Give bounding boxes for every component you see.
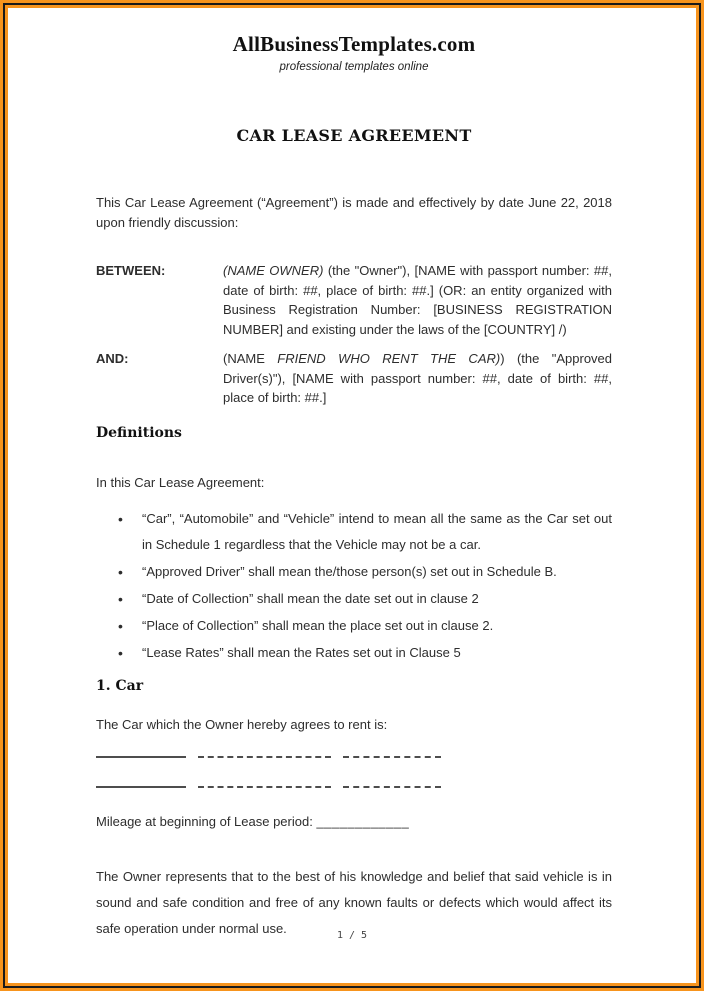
- car-detail-blank-row: [96, 778, 612, 788]
- owner-representation-paragraph: The Owner represents that to the best of his knowledge and belief that said vehicle is in sound and safe condition and free of any known faults or defects which would affect its safe operation under normal use.: [96, 868, 612, 936]
- definition-item: • “Date of Collection” shall mean the date set out in clause 2: [96, 586, 612, 612]
- and-text: [223, 349, 612, 408]
- intro-paragraph: This Car Lease Agreement (“Agreement”) is made and effectively by date June 22, 2018 upon friendly discussion:: [96, 195, 612, 230]
- mileage-line: [96, 812, 612, 832]
- logo-tagline: professional templates online: [279, 61, 429, 73]
- fill-in-blank[interactable]: [198, 778, 331, 788]
- car-detail-blank-row: [96, 748, 612, 758]
- between-text: [223, 261, 612, 339]
- fill-in-blank[interactable]: [96, 748, 186, 758]
- definition-item: • “Place of Collection” shall mean the place set out in clause 2.: [96, 613, 612, 639]
- and-details: ) (the "Approved Driver(s)"), [NAME with passport number: ##, date of birth: ##, place of birth: ##.]: [223, 351, 613, 405]
- between-label: BETWEEN:: [96, 263, 166, 278]
- letterhead: [96, 32, 612, 74]
- page-border-inner: [5, 5, 699, 986]
- car-section-lead: The Car which the Owner hereby agrees to rent is:: [96, 716, 388, 732]
- between-details: (the "Owner"), [NAME with passport number: ##, date of birth: ##, place of birth: ##.] (OR: an entity organized with Business Registration Number: [BUSINESS REGISTRATION NUMBER] and existing under the laws of the [COUNTRY] /): [223, 263, 612, 337]
- and-clause: [96, 349, 612, 408]
- driver-name-placeholder: FRIEND WHO RENT THE CAR): [277, 351, 501, 366]
- mileage-fill-in-blank[interactable]: ____________: [316, 813, 410, 829]
- page-border-middle: [3, 3, 701, 988]
- fill-in-blank[interactable]: [343, 778, 441, 788]
- fill-in-blank[interactable]: [343, 748, 441, 758]
- fill-in-blank[interactable]: [198, 748, 331, 758]
- definitions-intro: In this Car Lease Agreement:: [96, 474, 265, 490]
- definitions-heading: Definitions: [96, 424, 182, 441]
- owner-name-placeholder: (NAME OWNER): [223, 263, 324, 278]
- car-section-heading: 1. Car: [96, 677, 144, 694]
- logo-text: AllBusinessTemplates.com: [232, 32, 476, 56]
- fill-in-blank[interactable]: [96, 778, 186, 788]
- between-clause: [96, 261, 612, 339]
- definition-item: • “Car”, “Automobile” and “Vehicle” intend to mean all the same as the Car set out in Schedule 1 regardless that the Vehicle may not be a car.: [96, 506, 612, 558]
- definitions-list: [96, 506, 612, 666]
- definition-item: • “Approved Driver” shall mean the/those person(s) set out in Schedule B.: [96, 559, 612, 585]
- page-number: 1 / 5: [336, 930, 368, 941]
- document-page: [8, 8, 696, 983]
- definition-item: • “Lease Rates” shall mean the Rates set out in Clause 5: [96, 640, 612, 666]
- and-prefix: (NAME: [223, 351, 278, 366]
- document-title: CAR LEASE AGREEMENT: [236, 126, 472, 145]
- and-label: AND:: [96, 351, 129, 366]
- mileage-label: Mileage at beginning of Lease period:: [96, 813, 313, 829]
